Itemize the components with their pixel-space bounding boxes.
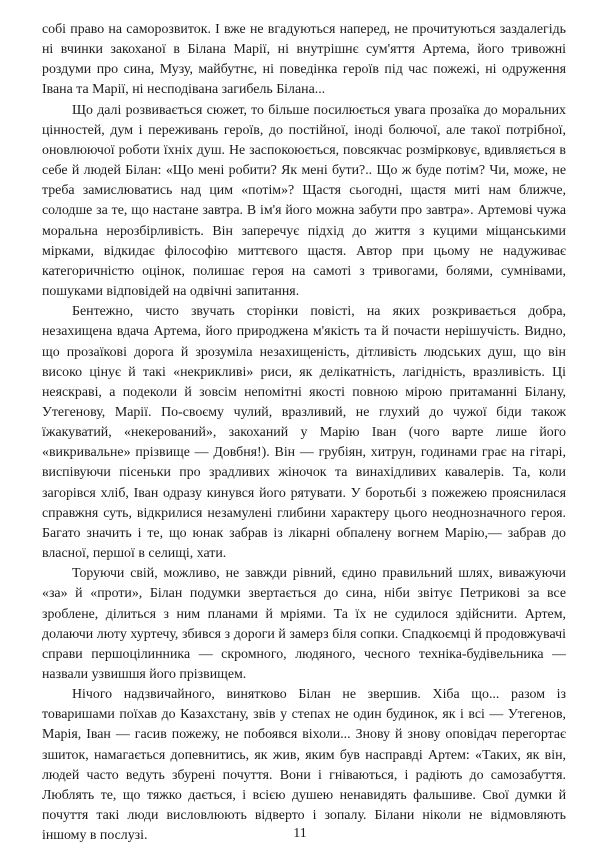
page-number: 11 [293,826,307,841]
paragraph-2: Що далі розвивається сюжет, то більше посилюється увага прозаїка до моральних цінностей, дум і переживань героїв, до постійної, іноді болючої, але такої потрібної, оновлюючої роботи їхніх душ. Не заспокоюється, повсякчас розмірковує, вдивляється в себе й людей Білан: «Що мені робити? Як мені бути?.. Що ж буде потім? Чи, може, не треба замислюватись над цим «потім»? Щастя сьогодні, щастя миті нам ближче, солодше за те, що настане завтра. В ім'я його можна забути про завтра». Артемові чужа моральна нерозбірливість. Він заперечує підхід до життя з куцими міщанськими мірками, відкидає філософію миттєвого щастя. Автор при цьому не надуживає категоричністю оцінок, полишає героя на самоті з тривогами, болями, сумнівами, пошуками відповідей на одвічні запитання. [42,102,566,300]
paragraph-5: Нічого надзвичайного, винятково Білан не звершив. Хіба що... разом із товаришами поїхав до Казахстану, звів у степах не один будинок, як і всі — Утегенов, Марія, Іван — гасив пожежу, не побоявся віхоли... Знову й знову оповідач перегортає зшиток, намагається допевнитись, як жив, яким був насправді Артем: «Таких, як він, людей часто ведуть збурені почуття. Вони і гніваються, і радіють до самозабуття. Люблять те, що тяжко дається, і всією душею ненавидять фальшиве. Свої думки й почуття такі люди висловлюють відверто і зопалу. Білани ніколи не відмовляють іншому в послузі. [42,687,566,844]
paragraph-3: Бентежно, чисто звучать сторінки повісті, на яких розкривається добра, незахищена вдача Артема, його природжена м'якість та й почасти нерішучість. Видно, що прозаїкові дорога й зрозуміла незахищеність, дітливість людських душ, що він високо цінує й такі «некрикливі» риси, як делікатність, лагідність, вразливість. Ці неяскраві, а подеколи й зовсім непомітні якості повною мірою притаманні Білану, Утегенову, Марії. По-своєму чулий, вразливий, не глухий до чужої біди також їжакуватий, «некерований», закоханий у Марію Іван (чого варте лише його «викривальне» прізвище — Довбня!). Він — грубіян, хитрун, годинами грає на гітарі, виспівуючи пісеньки про зрадливих жіночок та винахідливих кавалерів. Та, коли загорівся хліб, Іван одразу кинувся його рятувати. У боротьбі з пожежею прояснилася справжня суть, відкрилися незамулені глибини характеру цього неоднозначного героя. Багато значить і те, що юнак забрав із лікарні обпалену вогнем Марію,— забрав до власної, першої в селищі, хати. [42,304,566,562]
paragraph-1: собі право на саморозвиток. І вже не вгадуються наперед, не прочитуються заздалегідь ні вчинки закоханої в Білана Марії, ні внутрішнє сум'яття Артема, його тривожні роздуми про сина, Музу, майбутнє, ні поведінка героїв під час пожежі, ні одруження Івана та Марії, ні несподівана загибель Білана... [42,22,566,98]
paragraph-4: Торуючи свій, можливо, не завжди рівний, єдино правильний шлях, виважуючи «за» й «проти», Білан подумки звертається до сина, ніби звітує Петрикові за все зроблене, ділиться з ним планами й мріями. Та їх не судилося здійснити. Артем, долаючи люту хуртечу, збився з дороги й замерз біля сопки. Спадкоємці й продовжувачі справи першоцілинника — скромного, людяного, чесного техніка-будівельника — назвали узвишшя його прізвищем. [42,566,566,682]
